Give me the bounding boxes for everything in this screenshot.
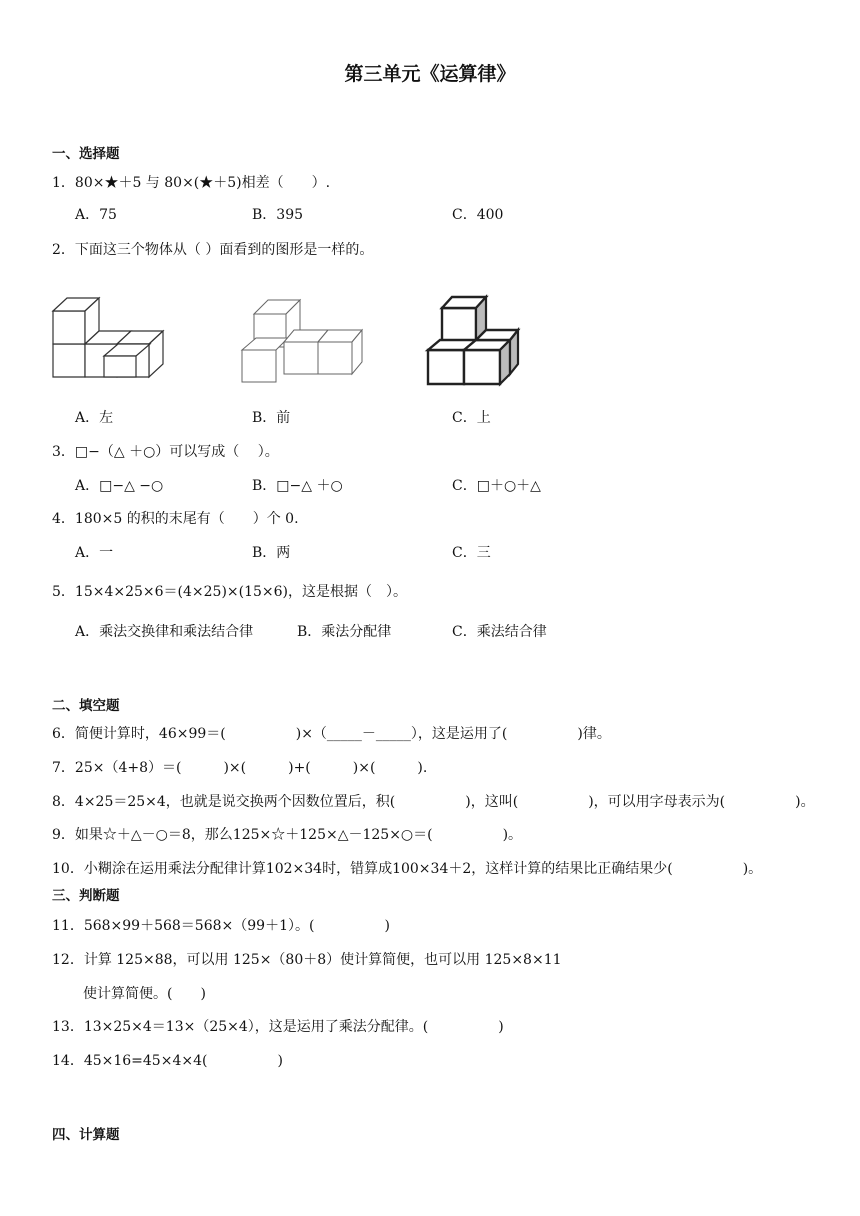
question-4-option-c[interactable]: C．三 [452,545,491,561]
question-12-text: 12．计算 125×88，可以用 125×（80＋8）使计算简便，也可以用 125×8×11 [52,952,562,968]
cube-figure-3 [424,292,524,388]
question-1-option-a[interactable]: A．75 [75,207,117,223]
question-5-option-c[interactable]: C．乘法结合律 [452,624,547,640]
question-9-text: 9．如果☆＋△－○＝8，那么125×☆＋125×△－125×○＝( )。 [52,827,523,843]
question-11-text: 11．568×99＋568＝568×（99＋1）。( ) [52,918,390,934]
question-6-text: 6．简便计算时，46×99＝( )×（_____－_____），这是运用了( )律。 [52,726,611,742]
section-heading-choice: 一、选择题 [52,146,120,162]
question-12-text-cont: 使计算简便。( ) [83,986,206,1002]
question-2-option-b[interactable]: B．前 [252,410,291,426]
question-5-text: 5．15×4×25×6＝(4×25)×(15×6)，这是根据（ ）。 [52,584,408,600]
question-1-option-c[interactable]: C．400 [452,207,504,223]
question-3-text: 3．□−（△ ＋○）可以写成（ ）。 [52,444,279,460]
question-1-option-b[interactable]: B．395 [252,207,304,223]
question-3-option-b[interactable]: B．□−△ ＋○ [252,478,343,494]
question-2-option-a[interactable]: A．左 [75,410,114,426]
question-4-option-a[interactable]: A．一 [75,545,114,561]
question-3-option-c[interactable]: C．□＋○＋△ [452,478,541,494]
cube-figure-2 [238,294,368,386]
section-heading-calc: 四、计算题 [52,1127,120,1143]
question-5-option-b[interactable]: B．乘法分配律 [297,624,392,640]
question-10-text: 10．小糊涂在运用乘法分配律计算102×34时，错算成100×34＋2，这样计算的结果比正确结果少( )。 [52,861,763,877]
question-2-text: 2．下面这三个物体从（ ）面看到的图形是一样的。 [52,242,374,258]
cube-figure-1 [50,294,170,384]
question-3-option-a[interactable]: A．□−△ −○ [75,478,164,494]
question-14-text: 14．45×16=45×4×4( ) [52,1053,283,1069]
section-heading-judge: 三、判断题 [52,888,120,904]
question-4-text: 4．180×5 的积的末尾有（ ）个 0. [52,511,299,527]
question-5-option-a[interactable]: A．乘法交换律和乘法结合律 [75,624,254,640]
page-title: 第三单元《运算律》 [344,63,516,85]
question-2-option-c[interactable]: C．上 [452,410,491,426]
question-1-text: 1．80×★＋5 与 80×(★＋5)相差（ ）. [52,175,331,191]
section-heading-fill: 二、填空题 [52,698,120,714]
question-7-text: 7．25×（4+8）＝( )×( )+( )×( ). [52,760,428,776]
question-4-option-b[interactable]: B．两 [252,545,291,561]
question-8-text: 8．4×25＝25×4，也就是说交换两个因数位置后，积( )，这叫( )，可以用字母表示为( )。 [52,794,815,810]
question-13-text: 13．13×25×4＝13×（25×4），这是运用了乘法分配律。( ) [52,1019,504,1035]
